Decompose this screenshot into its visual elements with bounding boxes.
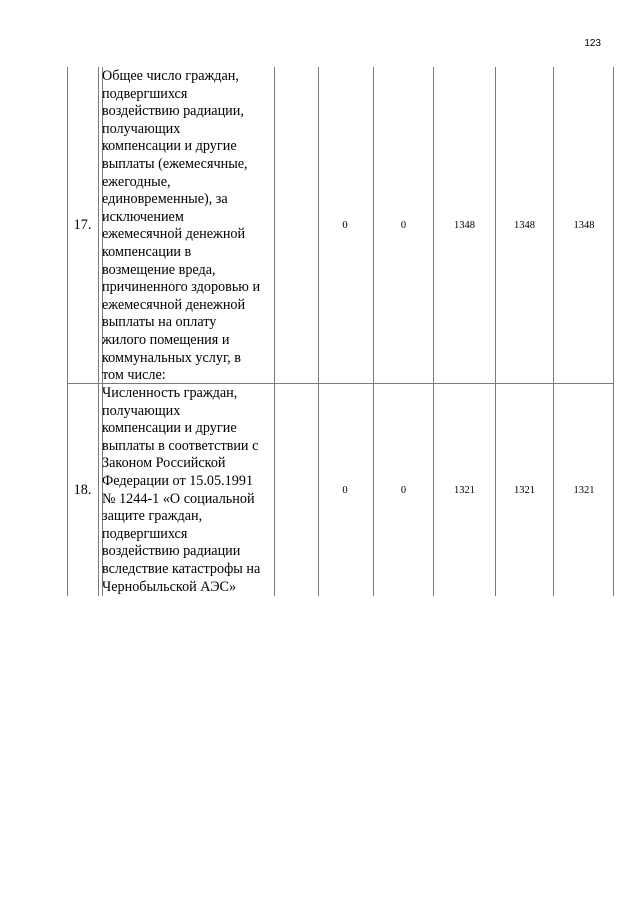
value-cell: 0: [342, 219, 348, 231]
page-number: 123: [584, 38, 601, 49]
value-cell: 1321: [573, 484, 595, 496]
value-cell: 1348: [514, 219, 535, 231]
table-row: [67, 384, 614, 596]
row-description: Численность граждан, получающих компенсации и другие выплаты в соответствии с Законом Российской Федерации от 15.05.1991 № 1244-1 «О социальной защите граждан, подвергшихся воздействию радиации вследствие катастрофы на Чернобыльской АЭС»: [102, 385, 261, 595]
value-cell: 1321: [514, 484, 535, 496]
value-cell: 1348: [573, 219, 595, 231]
value-cell: 0: [400, 219, 407, 231]
row-number: 17.: [73, 216, 92, 233]
value-cell: 1321: [454, 484, 475, 496]
row-number: 18.: [73, 481, 92, 498]
value-cell: 0: [400, 484, 407, 496]
row-description: Общее число граждан, подвергшихся воздействию радиации, получающих компенсации и другие выплаты (ежемесячные, ежегодные, единовременные), за исключением ежемесячной денежной компенсации в возмещение вреда, причиненного здоровью и ежемесячной денежной выплаты на оплату жилого помещения и коммунальных услуг, в том числе:: [102, 68, 261, 384]
table-row: [67, 67, 614, 383]
value-cell: 1348: [454, 219, 475, 231]
value-cell: 0: [342, 484, 348, 496]
